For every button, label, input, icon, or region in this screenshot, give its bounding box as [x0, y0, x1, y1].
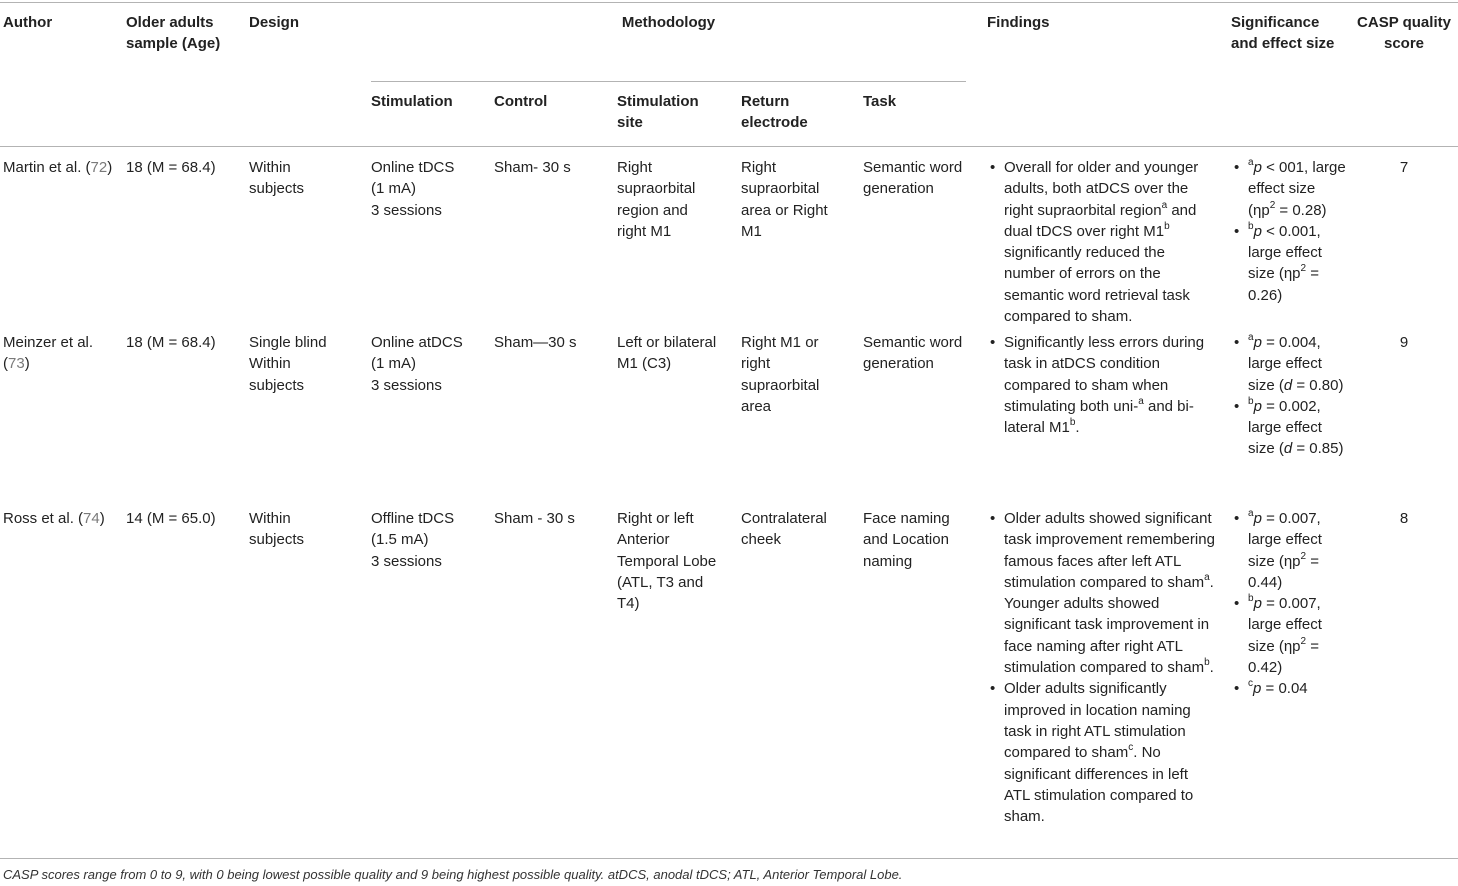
significance-footnote-mark: b [1248, 220, 1254, 232]
significance-text: < 001, large effect size (ηp [1248, 159, 1346, 219]
stimulation-line: 3 sessions [371, 376, 442, 394]
finding-footnote-mark: a [1161, 199, 1168, 211]
significance-item [1231, 593, 1346, 678]
stimulation-line: (1 mA) [371, 180, 416, 198]
control-cell: Sham - 30 s [494, 510, 575, 527]
site-line: Right [617, 159, 653, 176]
significance-footnote-mark: b [1248, 593, 1254, 605]
p-value-symbol: p [1253, 595, 1262, 613]
design-cell [249, 157, 361, 200]
finding-footnote-mark: b [1164, 220, 1170, 232]
site-line: right M1 [617, 222, 672, 240]
header-significance: Significance and effect size [1231, 14, 1335, 53]
author-close: ) [24, 355, 30, 373]
design-line: Within [249, 159, 291, 176]
effect-d-symbol: d [1283, 376, 1293, 394]
significance-text: = 0.80) [1292, 376, 1344, 394]
finding-text: Older adults significantly improved in location naming task in right ATL stimulation compared to sham [1004, 680, 1191, 762]
p-value-symbol: p [1253, 334, 1262, 351]
stimulation-line: (1.5 mA) [371, 531, 429, 549]
finding-footnote-mark: b [1069, 417, 1076, 429]
stimulation-cell [371, 508, 483, 572]
table-footnote: CASP scores range from 0 to 9, with 0 being lowest possible quality and 9 being highest possible quality. atDCS, anodal tDCS; ATL, Anterior Temporal Lobe. [3, 867, 903, 882]
header-author: Author [3, 14, 53, 31]
header-sample: Older adults sample (Age) [126, 14, 221, 53]
significance-text: = 0.04 [1261, 680, 1308, 698]
stimulation-line: (1 mA) [371, 355, 416, 373]
significance-cell [1231, 157, 1346, 306]
stimulation-line: Offline tDCS [371, 510, 455, 527]
significance-footnote-mark: b [1248, 395, 1254, 407]
return-electrode-cell [741, 157, 853, 242]
significance-text: < 0.001, large effect size (ηp [1248, 222, 1322, 283]
site-line: Right or left [617, 510, 694, 527]
finding-item [987, 678, 1217, 827]
findings-cell [987, 157, 1217, 327]
task-line: naming [863, 552, 913, 570]
finding-footnote-mark: a [1138, 395, 1144, 407]
header-bottom-rule [0, 146, 1458, 147]
design-line: subjects [249, 376, 305, 394]
site-line: M1 (C3) [617, 355, 672, 373]
p-value-symbol: p [1253, 222, 1262, 240]
author-close: ) [107, 159, 113, 176]
author-name: Martin et al. ( [3, 159, 91, 176]
findings-list [987, 157, 1217, 327]
author-name: Ross et al. ( [3, 510, 84, 527]
finding-text: . No significant differences in left ATL stimulation compared to sham. [1004, 744, 1194, 826]
sample-cell: 18 (M = 68.4) [126, 334, 216, 351]
return-electrode-line: cheek [741, 531, 782, 549]
author-ref: 74 [83, 510, 100, 527]
significance-text: = 0.26) [1248, 265, 1320, 304]
site-line: region and [617, 201, 688, 219]
superscript-2: 2 [1269, 199, 1276, 211]
site-line: Anterior [617, 531, 670, 549]
task-cell [863, 508, 975, 572]
findings-cell [987, 332, 1217, 438]
author-close: ) [99, 510, 105, 527]
significance-item [1231, 508, 1346, 593]
effect-d-symbol: d [1283, 440, 1293, 458]
site-line: Temporal Lobe [617, 552, 717, 570]
finding-text: significantly reduced the number of errors on the semantic word retrieval task compared to sham. [1004, 244, 1190, 326]
finding-text: Older adults showed significant task improvement remembering famous faces after left ATL stimulation compared to sham [1004, 510, 1215, 591]
finding-footnote-mark: b [1204, 657, 1210, 669]
task-line: and Location [863, 531, 949, 549]
superscript-2: 2 [1300, 263, 1307, 275]
significance-text: = 0.007, large effect size (ηp [1248, 510, 1322, 570]
design-cell [249, 332, 361, 396]
site-cell [617, 508, 729, 614]
p-value-symbol: p [1253, 680, 1262, 698]
site-line: T4) [617, 595, 640, 613]
significance-footnote-mark: a [1248, 508, 1254, 519]
task-line: generation [863, 180, 934, 198]
author-cell [3, 332, 115, 375]
significance-text: = 0.85) [1292, 440, 1344, 458]
finding-item [987, 157, 1217, 327]
header-return-electrode: Return electrode [741, 93, 808, 132]
significance-text: = 0.002, large effect size ( [1248, 397, 1322, 458]
finding-item [987, 332, 1217, 438]
stimulation-line: Online tDCS [371, 159, 455, 176]
significance-item [1231, 157, 1346, 221]
casp-score-cell: 8 [1399, 510, 1409, 527]
table-top-rule [0, 2, 1458, 3]
findings-list [987, 508, 1217, 827]
finding-text: . [1209, 659, 1214, 677]
finding-item [987, 508, 1217, 678]
significance-text: = 0.42) [1248, 637, 1320, 677]
significance-text: = 0.007, large effect size (ηp [1248, 595, 1322, 655]
stimulation-cell [371, 332, 483, 396]
finding-text: and dual tDCS over right M1 [1004, 201, 1197, 240]
design-line: Within [249, 355, 291, 373]
significance-item [1231, 221, 1346, 306]
return-electrode-line: Right M1 or [741, 334, 819, 351]
header-casp: CASP quality score [1357, 14, 1451, 53]
task-cell [863, 332, 975, 375]
p-value-symbol: p [1253, 397, 1262, 415]
site-cell [617, 332, 729, 375]
author-ref: 72 [90, 159, 108, 176]
p-value-symbol: p [1253, 159, 1262, 176]
author-ref: 73 [8, 355, 25, 373]
header-task: Task [863, 93, 897, 110]
control-cell: Sham- 30 s [494, 159, 571, 176]
finding-text: . Younger adults showed significant task improvement in face naming after right ATL stimulation compared to sham [1004, 573, 1214, 677]
return-electrode-line: area [741, 397, 772, 415]
task-line: generation [863, 355, 934, 373]
design-line: Within [249, 510, 291, 527]
casp-score-cell: 9 [1399, 334, 1409, 351]
site-line: (ATL, T3 and [617, 573, 704, 591]
site-line: Left or bilateral [617, 334, 717, 351]
significance-item [1231, 396, 1346, 460]
task-cell [863, 157, 975, 200]
sample-cell: 14 (M = 65.0) [126, 510, 216, 527]
design-line: subjects [249, 180, 305, 198]
site-cell [617, 157, 729, 242]
return-electrode-line: supraorbital [741, 376, 820, 394]
significance-text: = 0.44) [1248, 552, 1320, 591]
header-design: Design [249, 14, 300, 31]
p-value-symbol: p [1253, 510, 1262, 527]
return-electrode-line: M1 [741, 222, 762, 240]
header-stimulation: Stimulation [371, 93, 453, 110]
findings-list [987, 332, 1217, 438]
stimulation-line: Online atDCS [371, 334, 463, 351]
header-control: Control [494, 93, 548, 110]
return-electrode-cell [741, 508, 853, 551]
significance-item [1231, 332, 1346, 396]
significance-cell [1231, 332, 1346, 460]
finding-text: Significantly less errors during task in atDCS condition compared to sham when stimulating both uni- [1004, 334, 1205, 415]
stimulation-cell [371, 157, 483, 221]
finding-footnote-mark: c [1128, 742, 1134, 754]
author-cell [3, 508, 115, 529]
table-bottom-rule [0, 858, 1458, 859]
control-cell: Sham—30 s [494, 334, 577, 351]
significance-list [1231, 508, 1346, 700]
return-electrode-line: supraorbital [741, 180, 820, 198]
return-electrode-cell [741, 332, 853, 417]
task-line: Semantic word [863, 159, 963, 176]
design-cell [249, 508, 361, 551]
significance-footnote-mark: c [1248, 678, 1253, 690]
methodology-rule [371, 81, 966, 82]
finding-footnote-mark: a [1204, 571, 1210, 583]
significance-text: = 0.28) [1275, 201, 1327, 219]
finding-text: . [1075, 419, 1080, 437]
stimulation-line: 3 sessions [371, 201, 442, 219]
site-line: supraorbital [617, 180, 696, 198]
significance-list [1231, 157, 1346, 306]
header-stimulation-site: Stimulation site [617, 93, 699, 132]
significance-footnote-mark: a [1248, 157, 1254, 168]
return-electrode-line: Right [741, 159, 777, 176]
design-line: Single blind [249, 334, 327, 351]
return-electrode-line: area or Right [741, 201, 828, 219]
return-electrode-line: Contralateral [741, 510, 827, 527]
significance-item [1231, 678, 1346, 699]
header-methodology: Methodology [621, 14, 716, 31]
stimulation-line: 3 sessions [371, 552, 442, 570]
author-cell [3, 157, 115, 178]
significance-cell [1231, 508, 1346, 700]
findings-cell [987, 508, 1217, 827]
sample-cell: 18 (M = 68.4) [126, 159, 216, 176]
significance-text: = 0.004, large effect size ( [1248, 334, 1322, 394]
design-line: subjects [249, 531, 305, 549]
task-line: Semantic word [863, 334, 963, 351]
finding-text: and bi-lateral M1 [1004, 397, 1194, 437]
header-findings: Findings [987, 14, 1050, 31]
superscript-2: 2 [1300, 550, 1307, 562]
author-name: Meinzer et al. ( [3, 334, 94, 373]
casp-score-cell: 7 [1399, 159, 1409, 176]
return-electrode-line: right [741, 355, 771, 373]
finding-text: Overall for older and younger adults, both atDCS over the right supraorbital region [1004, 159, 1199, 219]
significance-footnote-mark: a [1248, 332, 1254, 343]
superscript-2: 2 [1300, 635, 1307, 647]
task-line: Face naming [863, 510, 950, 527]
significance-list [1231, 332, 1346, 460]
